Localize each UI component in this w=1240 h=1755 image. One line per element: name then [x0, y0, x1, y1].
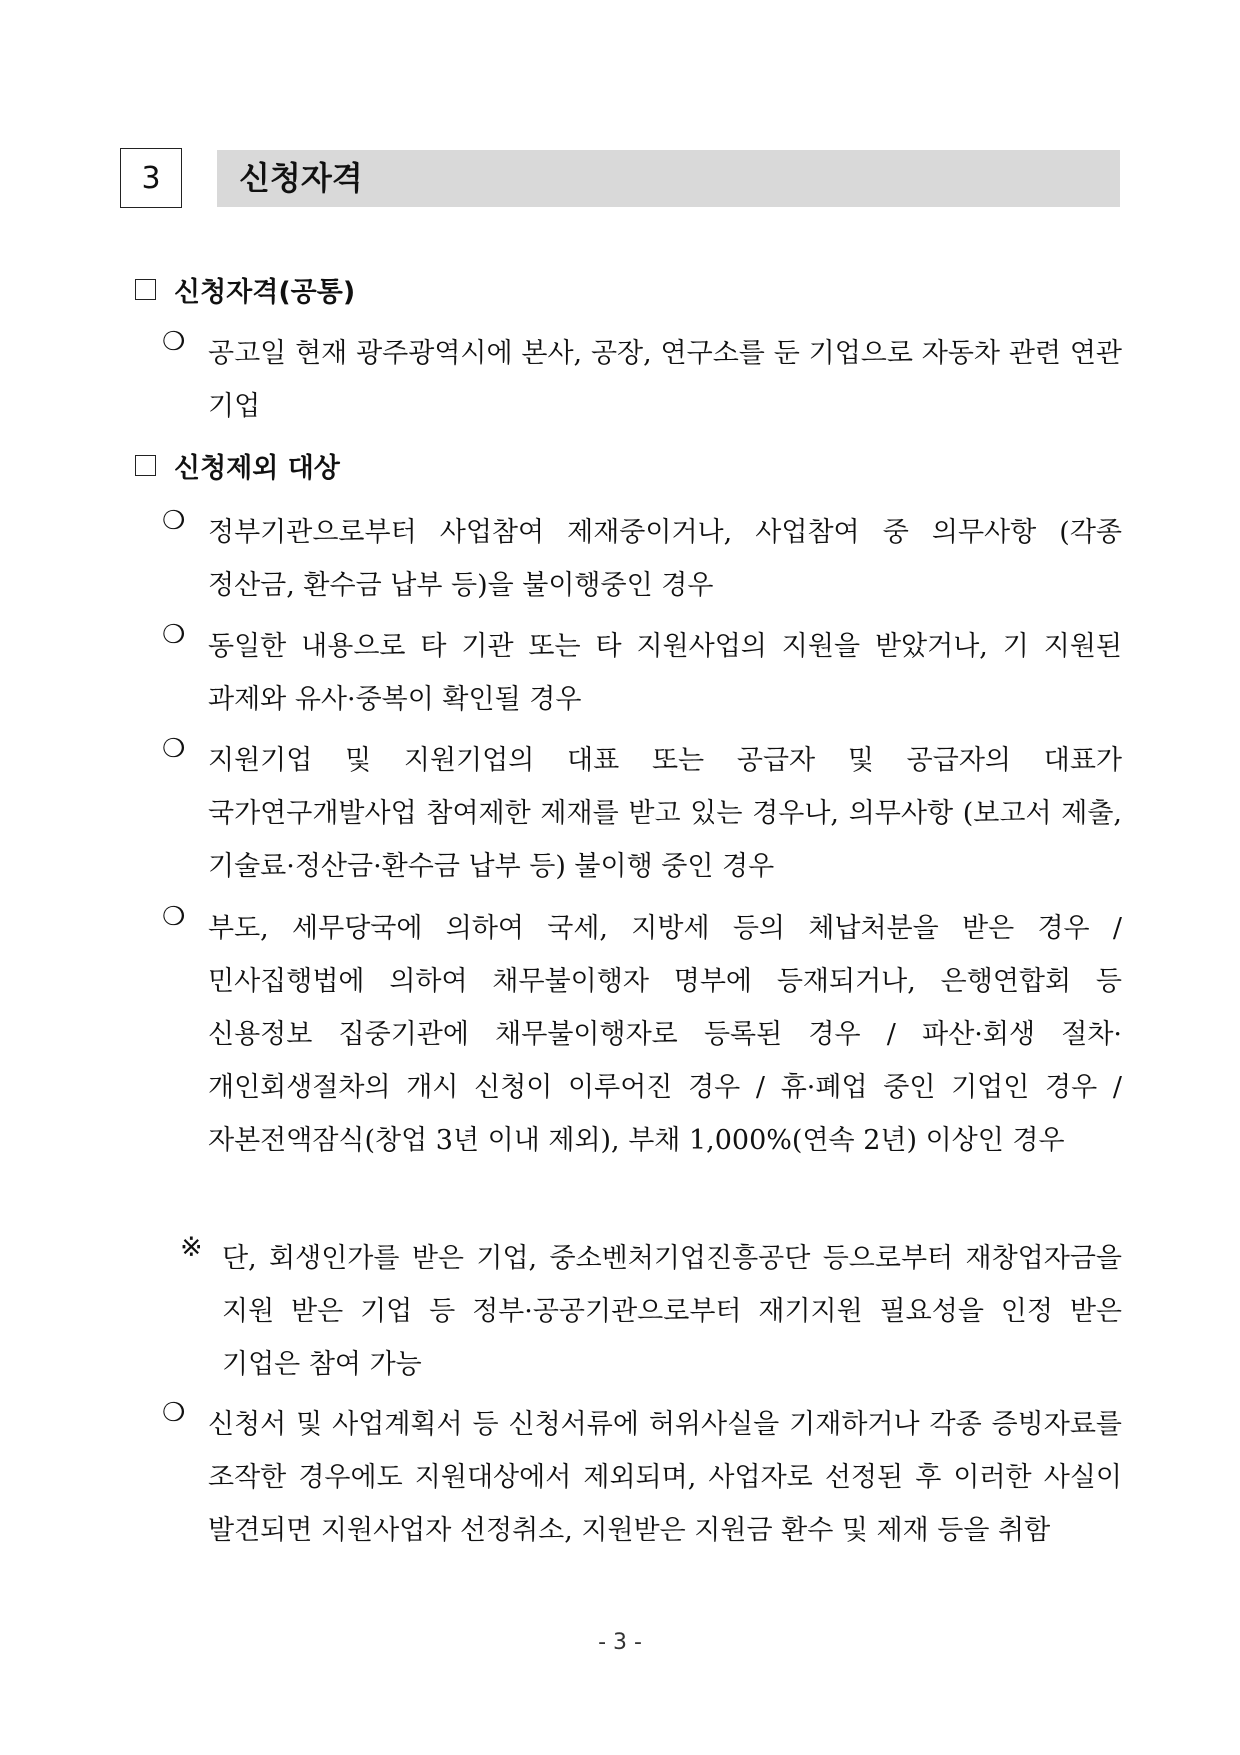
exclusion-item: [162, 902, 1122, 1167]
exclusion-item-text: 지원기업 및 지원기업의 대표 또는 공급자 및 공급자의 대표가 국가연구개발사업 참여제한 제재를 받고 있는 경우나, 의무사항 (보고서 제출, 기술료·정산금·환수금 납부 등) 불이행 중인 경우: [208, 745, 1122, 882]
circle-bullet-icon: ❍: [162, 620, 186, 650]
exception-note: [180, 1232, 1122, 1391]
heading-exclusion-label: 신청제외 대상: [174, 453, 340, 484]
exclusion-item-text: 부도, 세무당국에 의하여 국세, 지방세 등의 체납처분을 받은 경우 / 민사집행법에 의하여 채무불이행자 명부에 등재되거나, 은행연합회 등 신용정보 집중기관에 채무불이행자로 등록된 경우 / 파산·회생 절차·개인회생절차의 개시 신청이 이루어진 경우 / 휴·폐업 중인 기업인 경우 / 자본전액잠식(창업 3년 이내 제외), 부채 1,000%(연속 2년) 이상인 경우: [208, 913, 1122, 1156]
page-number: - 3 -: [598, 1630, 642, 1655]
section-title-bar: [217, 150, 1120, 207]
circle-bullet-icon: ❍: [162, 902, 186, 932]
exclusion-item-text: 신청서 및 사업계획서 등 신청서류에 허위사실을 기재하거나 각종 증빙자료를 조작한 경우에도 지원대상에서 제외되며, 사업자로 선정된 후 이러한 사실이 발견되면 지원사업자 선정취소, 지원받은 지원금 환수 및 제재 등을 취함: [208, 1409, 1122, 1546]
circle-bullet-icon: ❍: [162, 734, 186, 764]
exclusion-item: [162, 1398, 1122, 1557]
circle-bullet-icon: ❍: [162, 327, 186, 357]
heading-eligibility-label: 신청자격(공통): [174, 277, 356, 308]
exclusion-item: [162, 506, 1122, 612]
checkbox-square-icon: [135, 455, 156, 476]
reference-mark-icon: ※: [180, 1232, 203, 1263]
heading-eligibility: [135, 270, 355, 309]
heading-exclusion: [135, 446, 340, 485]
checkbox-square-icon: [135, 279, 156, 300]
exclusion-item: [162, 620, 1122, 726]
exception-note-text: 단, 회생인가를 받은 기업, 중소벤처기업진흥공단 등으로부터 재창업자금을 지원 받은 기업 등 정부·공공기관으로부터 재기지원 필요성을 인정 받은 기업은 참여 가능: [222, 1243, 1122, 1380]
eligibility-item-text: 공고일 현재 광주광역시에 본사, 공장, 연구소를 둔 기업으로 자동차 관련 연관 기업: [208, 338, 1122, 422]
section-number: 3: [120, 148, 182, 208]
section-header: [120, 148, 1120, 210]
circle-bullet-icon: ❍: [162, 1398, 186, 1428]
eligibility-item: [162, 327, 1122, 433]
exclusion-item: [162, 734, 1122, 893]
circle-bullet-icon: ❍: [162, 506, 186, 536]
exclusion-item-text: 동일한 내용으로 타 기관 또는 타 지원사업의 지원을 받았거나, 기 지원된 과제와 유사·중복이 확인될 경우: [208, 631, 1122, 715]
exclusion-item-text: 정부기관으로부터 사업참여 제재중이거나, 사업참여 중 의무사항 (각종 정산금, 환수금 납부 등)을 불이행중인 경우: [208, 517, 1122, 601]
section-title: 신청자격: [239, 159, 363, 197]
